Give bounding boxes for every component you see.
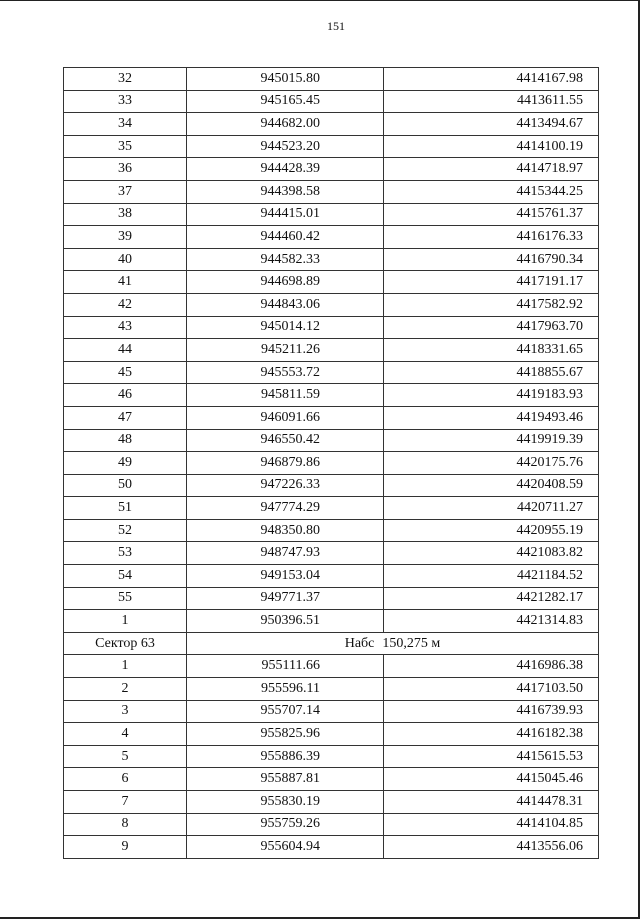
- y-coordinate-cell: 4415761.37: [384, 203, 599, 226]
- point-number-cell: 40: [64, 248, 187, 271]
- y-coordinate-cell: 4418331.65: [384, 339, 599, 362]
- point-number-cell: 55: [64, 587, 187, 610]
- point-number-cell: 45: [64, 361, 187, 384]
- y-coordinate-cell: 4414104.85: [384, 813, 599, 836]
- y-coordinate-cell: 4413611.55: [384, 90, 599, 113]
- y-coordinate-cell: 4420711.27: [384, 497, 599, 520]
- y-coordinate-cell: 4417582.92: [384, 293, 599, 316]
- page-number: 151: [327, 19, 345, 33]
- table-row: [64, 180, 599, 203]
- x-coordinate-cell: 949153.04: [187, 565, 384, 588]
- y-coordinate-cell: 4413556.06: [384, 836, 599, 859]
- y-coordinate-cell: 4414718.97: [384, 158, 599, 181]
- table-row: [64, 836, 599, 859]
- point-number-cell: 50: [64, 474, 187, 497]
- table-row: [64, 361, 599, 384]
- y-coordinate-cell: 4419493.46: [384, 406, 599, 429]
- y-coordinate-cell: 4417963.70: [384, 316, 599, 339]
- x-coordinate-cell: 944415.01: [187, 203, 384, 226]
- table-row: [64, 316, 599, 339]
- x-coordinate-cell: 944843.06: [187, 293, 384, 316]
- y-coordinate-cell: 4421282.17: [384, 587, 599, 610]
- x-coordinate-cell: 945811.59: [187, 384, 384, 407]
- x-coordinate-cell: 950396.51: [187, 610, 384, 633]
- table-row: [64, 226, 599, 249]
- y-coordinate-cell: 4420408.59: [384, 474, 599, 497]
- x-coordinate-cell: 946091.66: [187, 406, 384, 429]
- point-number-cell: 43: [64, 316, 187, 339]
- point-number-cell: 49: [64, 452, 187, 475]
- y-coordinate-cell: 4416986.38: [384, 655, 599, 678]
- x-coordinate-cell: 946550.42: [187, 429, 384, 452]
- point-number-cell: 53: [64, 542, 187, 565]
- y-coordinate-cell: 4414100.19: [384, 135, 599, 158]
- y-coordinate-cell: 4416176.33: [384, 226, 599, 249]
- table-row: [64, 474, 599, 497]
- point-number-cell: 36: [64, 158, 187, 181]
- point-number-cell: 5: [64, 745, 187, 768]
- point-number-cell: 37: [64, 180, 187, 203]
- x-coordinate-cell: 955886.39: [187, 745, 384, 768]
- point-number-cell: 33: [64, 90, 187, 113]
- table-row: [64, 339, 599, 362]
- table-row: [64, 700, 599, 723]
- y-coordinate-cell: 4414167.98: [384, 68, 599, 91]
- x-coordinate-cell: 945165.45: [187, 90, 384, 113]
- y-coordinate-cell: 4417191.17: [384, 271, 599, 294]
- x-coordinate-cell: 955596.11: [187, 678, 384, 701]
- table-row: [64, 271, 599, 294]
- x-coordinate-cell: 947226.33: [187, 474, 384, 497]
- x-coordinate-cell: 944582.33: [187, 248, 384, 271]
- point-number-cell: 32: [64, 68, 187, 91]
- sector-header-row: [64, 632, 599, 655]
- point-number-cell: 2: [64, 678, 187, 701]
- table-row: [64, 587, 599, 610]
- y-coordinate-cell: 4415615.53: [384, 745, 599, 768]
- x-coordinate-cell: 944523.20: [187, 135, 384, 158]
- table-row: [64, 90, 599, 113]
- y-coordinate-cell: 4414478.31: [384, 791, 599, 814]
- point-number-cell: 9: [64, 836, 187, 859]
- point-number-cell: 48: [64, 429, 187, 452]
- x-coordinate-cell: 955830.19: [187, 791, 384, 814]
- table-row: [64, 565, 599, 588]
- page-border-top: [0, 0, 640, 1]
- table-row: [64, 429, 599, 452]
- x-coordinate-cell: 955707.14: [187, 700, 384, 723]
- y-coordinate-cell: 4421184.52: [384, 565, 599, 588]
- x-coordinate-cell: 945211.26: [187, 339, 384, 362]
- coordinates-block-before: [64, 68, 599, 633]
- x-coordinate-cell: 955604.94: [187, 836, 384, 859]
- table-row: [64, 610, 599, 633]
- sector-label: Сектор 63: [64, 632, 187, 655]
- point-number-cell: 52: [64, 519, 187, 542]
- sector-height-cell: [187, 632, 599, 655]
- point-number-cell: 44: [64, 339, 187, 362]
- point-number-cell: 35: [64, 135, 187, 158]
- x-coordinate-cell: 955887.81: [187, 768, 384, 791]
- y-coordinate-cell: 4421314.83: [384, 610, 599, 633]
- table-row: [64, 406, 599, 429]
- point-number-cell: 54: [64, 565, 187, 588]
- point-number-cell: 47: [64, 406, 187, 429]
- x-coordinate-cell: 955825.96: [187, 723, 384, 746]
- y-coordinate-cell: 4416739.93: [384, 700, 599, 723]
- point-number-cell: 7: [64, 791, 187, 814]
- y-coordinate-cell: 4413494.67: [384, 113, 599, 136]
- table-row: [64, 158, 599, 181]
- y-coordinate-cell: 4419183.93: [384, 384, 599, 407]
- y-coordinate-cell: 4416790.34: [384, 248, 599, 271]
- table-row: [64, 745, 599, 768]
- y-coordinate-cell: 4420955.19: [384, 519, 599, 542]
- x-coordinate-cell: 944698.89: [187, 271, 384, 294]
- point-number-cell: 38: [64, 203, 187, 226]
- point-number-cell: 34: [64, 113, 187, 136]
- point-number-cell: 46: [64, 384, 187, 407]
- x-coordinate-cell: 949771.37: [187, 587, 384, 610]
- table-row: [64, 655, 599, 678]
- table-row: [64, 791, 599, 814]
- x-coordinate-cell: 944682.00: [187, 113, 384, 136]
- table-row: [64, 519, 599, 542]
- x-coordinate-cell: 945553.72: [187, 361, 384, 384]
- point-number-cell: 51: [64, 497, 187, 520]
- coordinates-block-after: [64, 655, 599, 858]
- x-coordinate-cell: 955111.66: [187, 655, 384, 678]
- x-coordinate-cell: 945015.80: [187, 68, 384, 91]
- y-coordinate-cell: 4417103.50: [384, 678, 599, 701]
- x-coordinate-cell: 945014.12: [187, 316, 384, 339]
- table-row: [64, 384, 599, 407]
- y-coordinate-cell: 4419919.39: [384, 429, 599, 452]
- point-number-cell: 39: [64, 226, 187, 249]
- height-value: 150,275 м: [382, 635, 441, 651]
- x-coordinate-cell: 944460.42: [187, 226, 384, 249]
- point-number-cell: 1: [64, 610, 187, 633]
- table-row: [64, 293, 599, 316]
- x-coordinate-cell: 955759.26: [187, 813, 384, 836]
- point-number-cell: 41: [64, 271, 187, 294]
- y-coordinate-cell: 4420175.76: [384, 452, 599, 475]
- point-number-cell: 6: [64, 768, 187, 791]
- x-coordinate-cell: 948747.93: [187, 542, 384, 565]
- table-row: [64, 768, 599, 791]
- table-row: [64, 813, 599, 836]
- point-number-cell: 4: [64, 723, 187, 746]
- y-coordinate-cell: 4416182.38: [384, 723, 599, 746]
- table-row: [64, 203, 599, 226]
- y-coordinate-cell: 4421083.82: [384, 542, 599, 565]
- coordinates-table: [63, 67, 599, 859]
- point-number-cell: 42: [64, 293, 187, 316]
- x-coordinate-cell: 944398.58: [187, 180, 384, 203]
- sector-header-block: [64, 632, 599, 655]
- table-row: [64, 452, 599, 475]
- x-coordinate-cell: 947774.29: [187, 497, 384, 520]
- table-row: [64, 723, 599, 746]
- table-row: [64, 542, 599, 565]
- height-label: Набс: [344, 635, 375, 651]
- point-number-cell: 3: [64, 700, 187, 723]
- y-coordinate-cell: 4415344.25: [384, 180, 599, 203]
- point-number-cell: 8: [64, 813, 187, 836]
- table-row: [64, 678, 599, 701]
- table-row: [64, 135, 599, 158]
- point-number-cell: 1: [64, 655, 187, 678]
- table-row: [64, 68, 599, 91]
- y-coordinate-cell: 4415045.46: [384, 768, 599, 791]
- y-coordinate-cell: 4418855.67: [384, 361, 599, 384]
- table-row: [64, 248, 599, 271]
- x-coordinate-cell: 944428.39: [187, 158, 384, 181]
- table-row: [64, 497, 599, 520]
- table-row: [64, 113, 599, 136]
- x-coordinate-cell: 948350.80: [187, 519, 384, 542]
- x-coordinate-cell: 946879.86: [187, 452, 384, 475]
